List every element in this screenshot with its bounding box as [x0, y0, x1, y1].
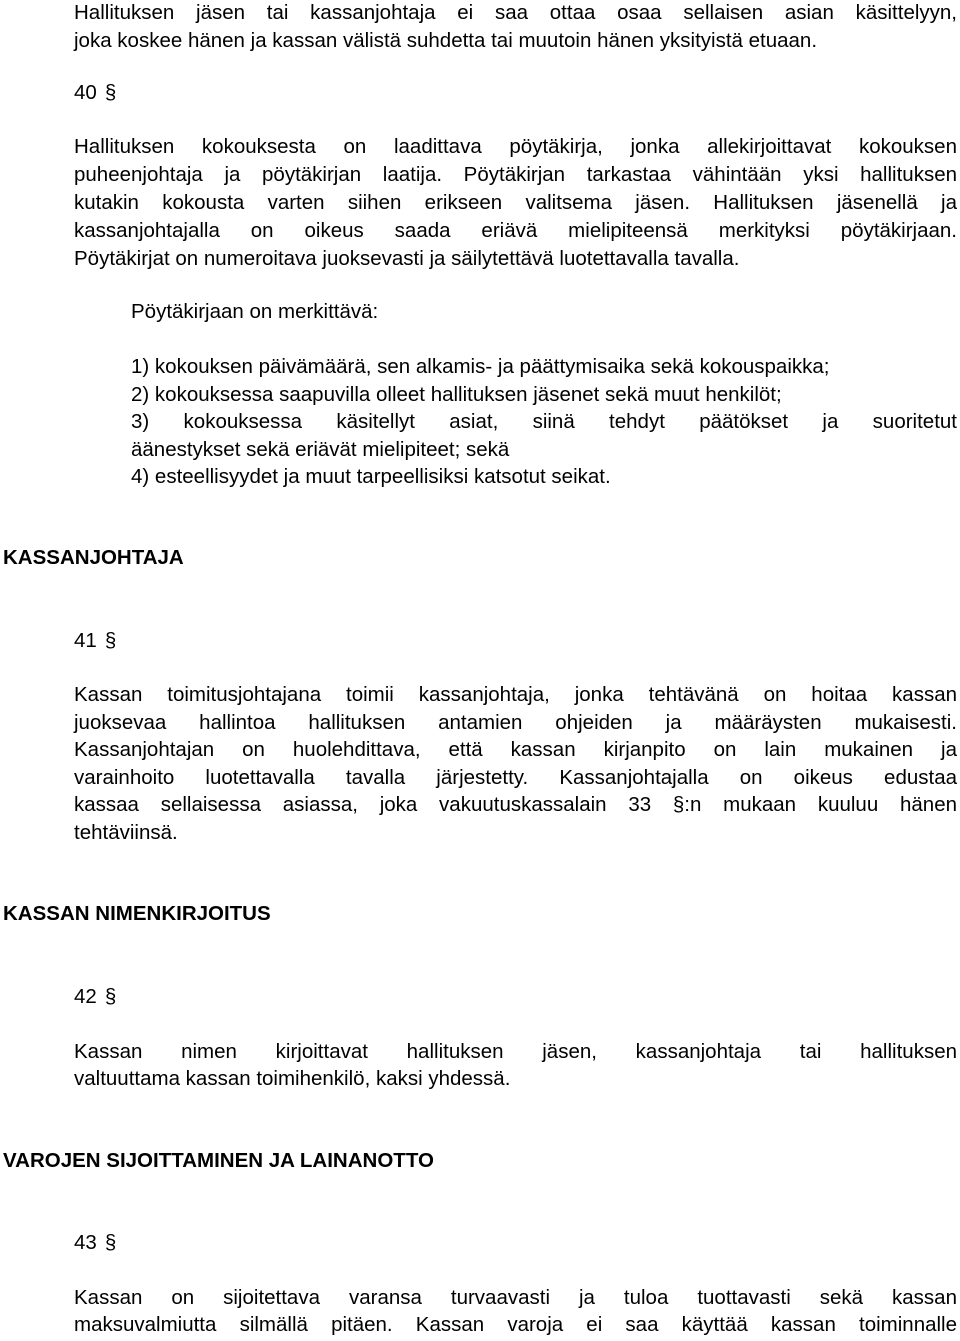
- section-heading: VAROJEN SIJOITTAMINEN JA LAINANOTTO: [3, 1149, 434, 1172]
- section-num: 41: [74, 629, 97, 652]
- paragraph-line: joka koskee hänen ja kassan välistä suhdetta tai muutoin hänen yksityistä etuaan.: [74, 29, 818, 52]
- paragraph-line: kassaa sellaisessa asiassa, joka vakuutuskassalain 33 §:n mukaan kuuluu hänen: [74, 793, 957, 816]
- section-heading: KASSANJOHTAJA: [3, 546, 184, 569]
- list-item: 1) kokouksen päivämäärä, sen alkamis- ja päättymisaika sekä kokouspaikka;: [131, 355, 830, 378]
- paragraph-line: Pöytäkirjat on numeroitava juoksevasti ja säilytettävä luotettavalla tavalla.: [74, 247, 740, 270]
- section-number: [74, 1231, 116, 1255]
- list-item: 2) kokouksessa saapuvilla olleet hallituksen jäsenet sekä muut henkilöt;: [131, 383, 782, 406]
- paragraph-line: Kassan nimen kirjoittavat hallituksen jäsen, kassanjohtaja tai hallituksen: [74, 1040, 957, 1063]
- paragraph-line: Hallituksen jäsen tai kassanjohtaja ei saa ottaa osaa sellaisen asian käsittelyyn,: [74, 1, 957, 24]
- paragraph-line: kassanjohtajalla on oikeus saada eriävä mielipiteensä merkityksi pöytäkirjaan.: [74, 219, 957, 242]
- paragraph-line: puheenjohtaja ja pöytäkirjan laatija. Pöytäkirjan tarkastaa vähintään yksi hallituksen: [74, 163, 957, 186]
- section-sign: §: [104, 985, 117, 1008]
- paragraph-line: Kassanjohtajan on huolehdittava, että kassan kirjanpito on lain mukainen ja: [74, 738, 957, 761]
- section-number: [74, 81, 116, 105]
- list-item: 4) esteellisyydet ja muut tarpeellisiksi katsotut seikat.: [131, 465, 611, 488]
- list-intro: Pöytäkirjaan on merkittävä:: [131, 300, 379, 323]
- paragraph-line: valtuuttama kassan toimihenkilö, kaksi yhdessä.: [74, 1067, 511, 1090]
- paragraph-line: kutakin kokousta varten siihen erikseen valitsema jäsen. Hallituksen jäsenellä ja: [74, 191, 957, 214]
- paragraph-line: Kassan toimitusjohtajana toimii kassanjohtaja, jonka tehtävänä on hoitaa kassan: [74, 683, 957, 706]
- section-number: [74, 985, 116, 1009]
- section-num: 42: [74, 985, 97, 1008]
- section-num: 40: [74, 81, 97, 104]
- list-item: äänestykset sekä eriävät mielipiteet; sekä: [131, 438, 510, 461]
- section-heading: KASSAN NIMENKIRJOITUS: [3, 902, 271, 925]
- section-sign: §: [104, 1231, 117, 1254]
- section-number: [74, 629, 116, 653]
- section-num: 43: [74, 1231, 97, 1254]
- paragraph-line: tehtäviinsä.: [74, 821, 178, 844]
- paragraph-line: varainhoito luotettavalla tavalla järjestetty. Kassanjohtajalla on oikeus edustaa: [74, 766, 957, 789]
- paragraph-line: Hallituksen kokouksesta on laadittava pöytäkirja, jonka allekirjoittavat kokouksen: [74, 135, 957, 158]
- section-sign: §: [104, 81, 117, 104]
- paragraph-line: maksuvalmiutta silmällä pitäen. Kassan varoja ei saa käyttää kassan toiminnalle: [74, 1313, 957, 1336]
- section-sign: §: [104, 629, 117, 652]
- list-item: 3) kokouksessa käsitellyt asiat, siinä tehdyt päätökset ja suoritetut: [131, 410, 957, 433]
- paragraph-line: Kassan on sijoitettava varansa turvaavasti ja tuloa tuottavasti sekä kassan: [74, 1286, 957, 1309]
- paragraph-line: juoksevaa hallintoa hallituksen antamien ohjeiden ja määräysten mukaisesti.: [74, 711, 957, 734]
